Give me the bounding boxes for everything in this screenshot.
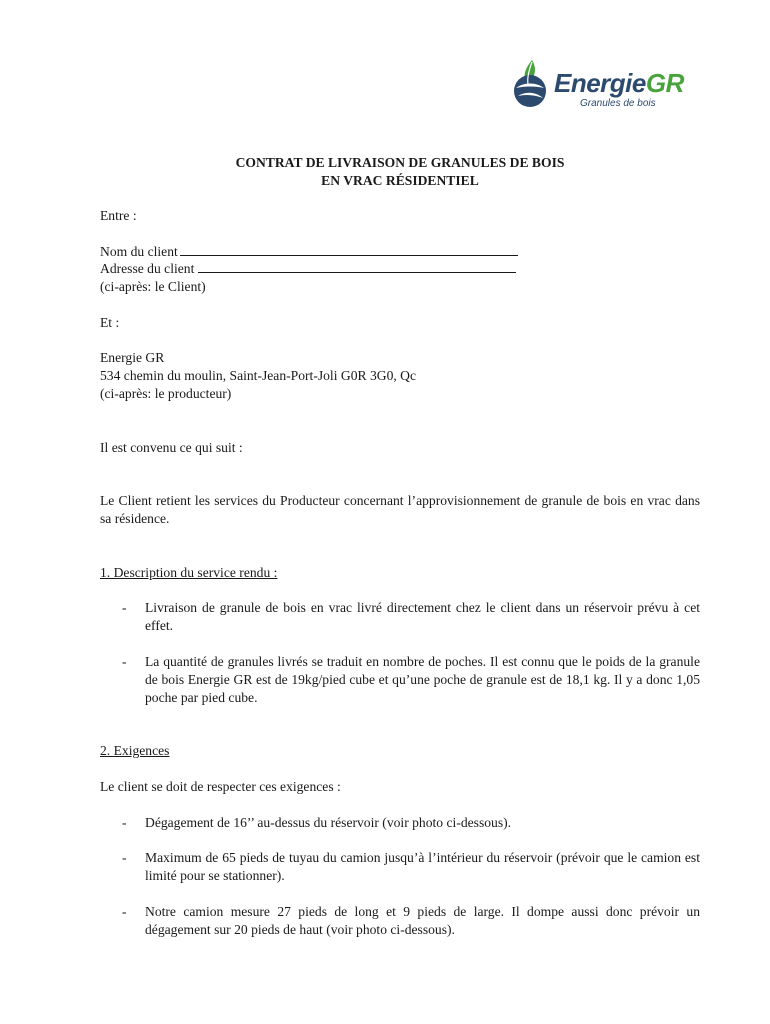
section2-item-3: Notre camion mesure 27 pieds de long et 9 pieds de large. Il dompe aussi donc prévoir un dégagement sur 20 pieds de haut (voir photo ci-dessous). [145,904,700,937]
section1-bullet-1: - [122,600,127,615]
and-label: Et : [100,315,120,330]
section2-intro: Le client se doit de respecter ces exigences : [100,779,341,794]
logo-brand-energie: Energie [554,68,646,98]
energiegr-logo [510,58,700,118]
section1-item-2: La quantité de granules livrés se traduit en nombre de poches. Il est connu que le poids de la granule de bois Energie GR est de 19kg/pied cube et qu’une poche de granule est de 18,1 kg. Il y a donc 1,05 poche par pied cube. [145,654,700,705]
producer-note: (ci-après: le producteur) [100,386,232,401]
section2-bullet-2: - [122,850,127,865]
document-title-line2: EN VRAC RÉSIDENTIEL [321,173,479,188]
section1-heading: 1. Description du service rendu : [100,565,278,580]
logo-tagline: Granules de bois [580,98,656,109]
section2-heading: 2. Exigences [100,743,170,758]
client-name-row [100,243,518,261]
client-note: (ci-après: le Client) [100,279,206,294]
section2-bullet-3: - [122,904,127,919]
agreement-paragraph: Le Client retient les services du Producteur concernant l’approvisionnement de granule de bois en vrac dans sa résidence. [100,493,700,526]
logo-wordmark [554,68,684,98]
section2-item-2: Maximum de 65 pieds de tuyau du camion jusqu’à l’intérieur du réservoir (prévoir que le camion est limité pour se stationner). [145,850,700,883]
document-title-line1: CONTRAT DE LIVRAISON DE GRANULES DE BOIS [235,155,565,170]
section1-bullet-2: - [122,654,127,669]
section2-item-1: Dégagement de 16’’ au-dessus du réservoir (voir photo ci-dessous). [145,815,512,830]
client-address-label: Adresse du client [100,261,195,276]
logo-brand-gr: GR [645,68,684,98]
producer-name: Energie GR [100,350,165,365]
leaf-globe-icon [510,58,550,108]
client-address-blank [198,260,516,273]
client-name-blank [180,243,518,256]
section1-item-1: Livraison de granule de bois en vrac livré directement chez le client dans un réservoir prévu à cet effet. [145,600,700,633]
producer-address: 534 chemin du moulin, Saint-Jean-Port-Joli G0R 3G0, Qc [100,368,417,383]
client-name-label: Nom du client [100,244,178,259]
client-address-row [100,260,516,278]
between-label: Entre : [100,208,137,223]
agreement-intro: Il est convenu ce qui suit : [100,440,243,455]
section2-bullet-1: - [122,815,127,830]
